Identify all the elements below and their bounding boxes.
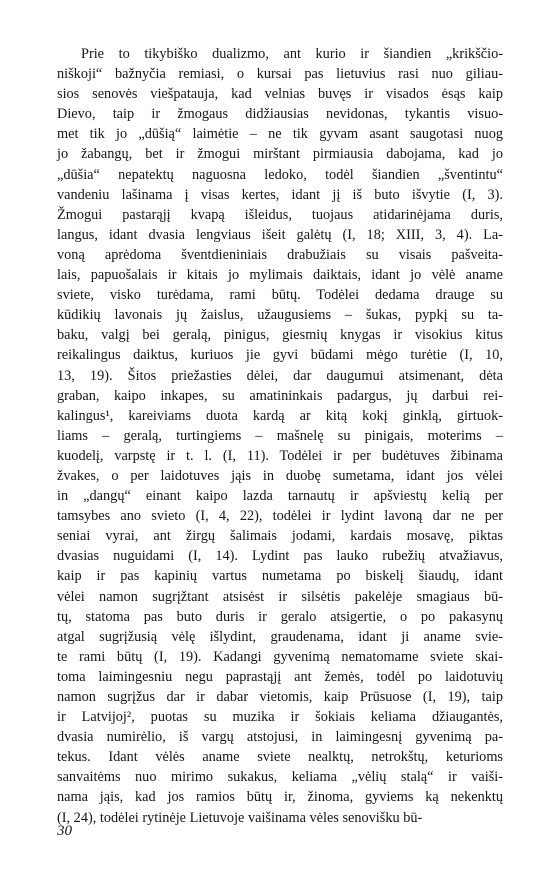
text-line: liams – geralą, turtingiems – mašnelę su pinigais, moterims – <box>57 427 503 444</box>
text-line: in „dangų“ einant kaipo lazda tarnautų ir apšviestų kelią per <box>57 488 503 505</box>
text-line: tekus. Idant vėlės aname sviete nealktų, netrokštų, keturioms <box>57 749 503 766</box>
text-line: sviete, visko turėdama, rami būtų. Todėlei dedama drauge su <box>57 287 503 304</box>
text-line: nama jąis, kad jos ramios būtų ir, žinoma, gyviems ką nekenktų <box>57 789 503 806</box>
text-line: baku, valgį bei geralą, pinigus, giesmių knygas ir visokius kitus <box>57 327 503 344</box>
text-line: seniai vyrai, ant žirgų šalimais jodami, kardais mosavę, piktas <box>57 528 503 545</box>
text-line: langus, idant dvasia lengviaus išeit galėtų (I, 18; XIII, 3, 4). La- <box>57 226 503 243</box>
body-text <box>57 44 503 828</box>
text-line: vėlei namon sugrįžtant atsisėst ir silsėtis pakelėje smagiaus bū- <box>57 588 503 605</box>
text-line: sios senovės viešpatauja, kad velnias buvęs ir visados ėsąs kaip <box>57 86 503 103</box>
text-line: Žmogui pastarąjį kvapą išleidus, tuojaus atidarinėjama duris, <box>57 206 503 223</box>
text-line: te rami būtų (I, 19). Kadangi gyvenimą nematomame sviete skai- <box>57 648 503 665</box>
text-line: žvakes, o per laidotuves jąis in duobę sumetama, idant jos vėlei <box>57 467 503 484</box>
text-line: dvasia numirėlio, iš vargų atstojusi, in laimingesnį gyvenimą pa- <box>57 729 503 746</box>
text-line: 13, 19). Šitos priežasties dėlei, dar daugumui atsimenant, dėta <box>57 367 503 384</box>
text-line: „dūšia“ nepatektų naguosna ledoko, todėl šiandien „šventintu“ <box>57 166 503 183</box>
text-line: atgal sugrįžusią vėlę išlydint, graudenama, idant ji aname svie- <box>57 628 503 645</box>
text-line: reikalingus daiktus, kuriuos jie gyvi būdami mėgo turėtie (I, 10, <box>57 347 503 364</box>
text-line: jo žabangų, bet ir žmogui mirštant pirmiausia dabojama, kad jo <box>57 146 503 163</box>
text-line: tų, statoma pas buto duris ir geralo atsigertie, o po pakasynų <box>57 608 503 625</box>
text-line: sanvaitėms nuo mirimo sukakus, keliama „vėlių stalą“ ir vaiši- <box>57 769 503 786</box>
text-line: met tik jo „dūšią“ laimėtie – ne tik gyvam asant saugotasi nuog <box>57 126 503 143</box>
text-line: graban, kaipo inkapes, su amatininkais padargus, jų darbui rei- <box>57 387 503 404</box>
text-line: lais, papuošalais ir kitais jo mylimais daiktais, idant jo vėlė aname <box>57 267 503 284</box>
text-line: voną aprėdoma šventdieniniais drabužiais su visais pašveita- <box>57 246 503 263</box>
page-number: 30 <box>57 823 72 839</box>
text-line: Prie to tikybiško dualizmo, ant kurio ir šiandien „krikščio- <box>81 46 503 62</box>
text-line: toma laimingesniu negu paprastąjį ant žemės, todėl po laidotuvių <box>57 668 503 685</box>
text-line: kalingus¹, kareiviams duota kardą ar kitą kokį ginklą, girtuok- <box>57 407 503 424</box>
text-line: ir Latvijoj², puotas su muzika ir šokiais keliama džiaugantės, <box>57 709 503 726</box>
text-line: dvasias nuguidami (I, 14). Lydint pas lauko rubežių atvažiavus, <box>57 548 503 565</box>
text-line: tamsybes ano svieto (I, 4, 22), todėlei ir lydint lavoną dar ne per <box>57 508 503 525</box>
text-line: kuodelį, varpstę ir t. l. (I, 11). Todėlei ir per budėtuves žibinama <box>57 447 503 464</box>
text-line: vandeniu lašinama į visas kertes, idant jį iš buto išvytie (I, 3). <box>57 186 503 203</box>
text-line: (I, 24), todėlei rytinėje Lietuvoje vaišinama vėles senovišku bū- <box>57 809 423 826</box>
text-line: namon sugrįžus dar ir dabar vietomis, kaip Prūsuose (I, 19), taip <box>57 689 503 705</box>
text-line: Dievo, taip ir žmogaus didžiausias nevidonas, tykantis visuo- <box>57 106 503 123</box>
text-line: kūdikių lavonais jų žaislus, užaugusiems – šukas, pypkį su ta- <box>57 307 503 324</box>
text-line: kaip ir pas kapinių vartus numetama po biskelį šiaudų, idant <box>57 568 503 585</box>
text-line: niškoji“ bažnyčia remiasi, o kursai pas lietuvius rasi nuo giliau- <box>57 66 503 83</box>
